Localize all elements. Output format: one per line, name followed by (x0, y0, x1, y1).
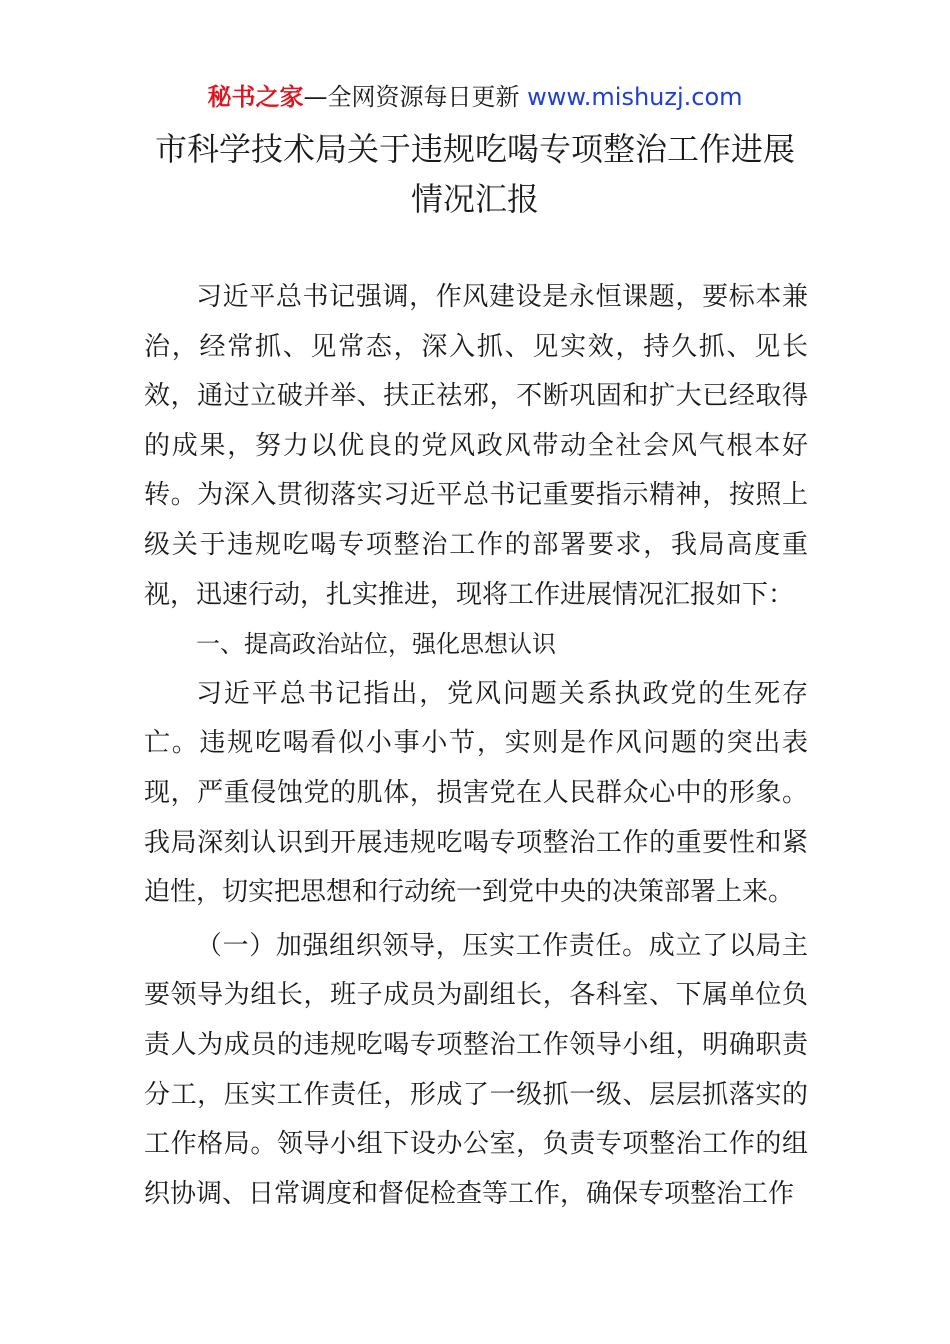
document-title-line-1: 市科学技术局关于违规吃喝专项整治工作进展 (154, 130, 795, 168)
document-body (144, 273, 808, 1219)
site-url-link[interactable]: www.mishuzj.com (527, 83, 743, 111)
section-heading: 一、提高政治站位，强化思想认识 (196, 630, 556, 659)
site-name: 秘书之家 (207, 83, 304, 111)
section-paragraph: 习近平总书记指出，党风问题关系执政党的生死存亡。违规吃喝看似小事小节，实则是作风问题的突出表现，严重侵蚀党的肌体，损害党在人民群众心中的形象。我局深刻认识到开展违规吃喝专项整治工作的重要性和紧迫性，切实把思想和行动统一到党中央的决策部署上来。 (144, 678, 808, 908)
subsection-paragraph: （一）加强组织领导，压实工作责任。成立了以局主要领导为组长，班子成员为副组长，各科室、下属单位负责人为成员的违规吃喝专项整治工作领导小组，明确职责分工，压实工作责任，形成了一级抓一级、层层抓落实的工作格局。领导小组下设办公室，负责专项整治工作的组织协调、日常调度和督促检查等工作，确保专项整治工作 (144, 930, 808, 1209)
site-tagline: —全网资源每日更新 (303, 83, 528, 111)
document-title-line-2: 情况汇报 (410, 180, 539, 218)
site-header (0, 80, 950, 114)
intro-paragraph: 习近平总书记强调，作风建设是永恒课题，要标本兼治，经常抓、见常态，深入抓、见实效，持久抓、见长效，通过立破并举、扶正祛邪，不断巩固和扩大已经取得的成果，努力以优良的党风政风带动全社会风气根本好转。为深入贯彻落实习近平总书记重要指示精神，按照上级关于违规吃喝专项整治工作的部署要求，我局高度重视，迅速行动，扎实推进，现将工作进展情况汇报如下： (144, 282, 808, 610)
document-title (100, 124, 850, 224)
